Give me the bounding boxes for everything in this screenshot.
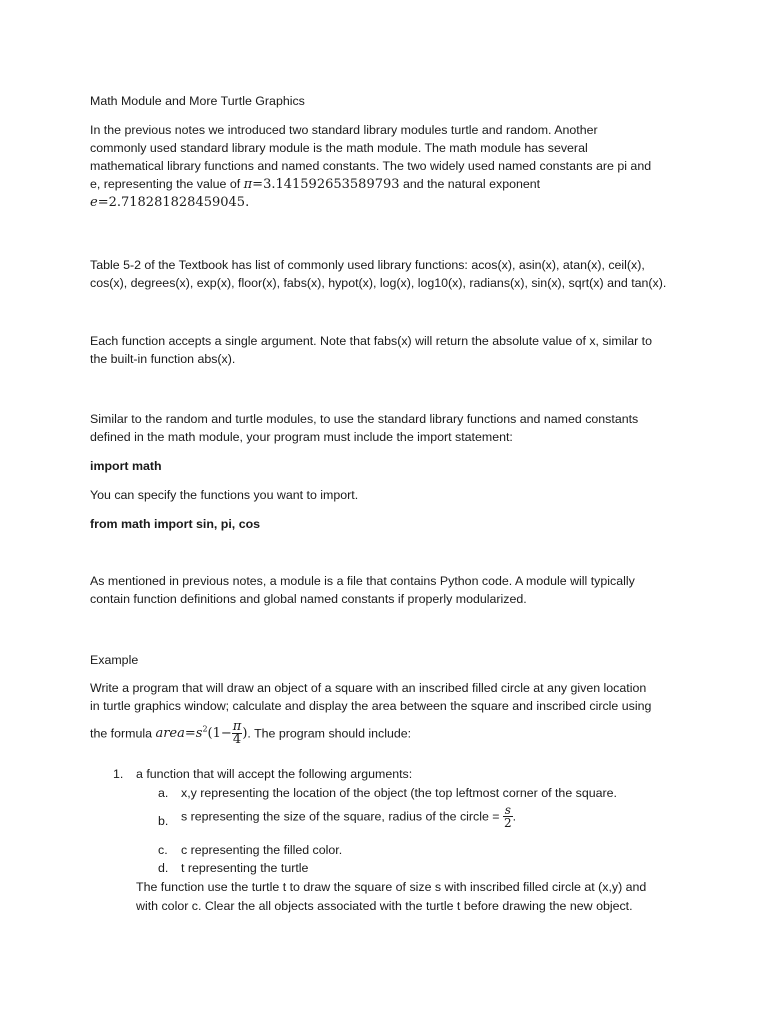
intro-paragraph xyxy=(90,121,651,212)
example-heading: Example xyxy=(90,653,139,667)
formula-s-var: s xyxy=(195,726,203,742)
specify-line: You can specify the functions you want to import. xyxy=(90,488,359,502)
pi-over-four-fraction xyxy=(232,721,243,746)
similar-line: Similar to the random and turtle modules, to use the standard library functions and named constants xyxy=(90,412,639,426)
formula-open-paren: (1− xyxy=(207,726,232,742)
similar-paragraph xyxy=(90,410,638,446)
formula-line xyxy=(90,721,651,746)
formula-suffix: . The program should include: xyxy=(247,726,412,741)
example-line: Write a program that will draw an object of a square with an inscribed filled circle at any given location xyxy=(90,681,647,695)
sub-list-marker: d. xyxy=(158,861,169,875)
intro-line-prefix: e, representing the value of xyxy=(90,177,241,191)
formula-exponent: 2 xyxy=(202,725,208,734)
pi-symbol: π xyxy=(243,177,253,192)
area-formula xyxy=(155,719,248,748)
intro-line: In the previous notes we introduced two standard library modules turtle and random. Another xyxy=(90,123,598,137)
module-paragraph xyxy=(90,572,635,608)
sub-list-marker: b. xyxy=(158,814,169,828)
fraction-numerator: π xyxy=(232,719,242,735)
example-paragraph xyxy=(90,679,651,746)
single-arg-line: Each function accepts a single argument. Note that fabs(x) will return the absolute value of x, similar to xyxy=(90,334,652,348)
import-statement: import math xyxy=(90,459,162,473)
s-over-two-fraction xyxy=(503,804,513,829)
single-arg-paragraph xyxy=(90,332,652,368)
list-follow-line: The function use the turtle t to draw the square of size s with inscribed filled circle at (x,y) and xyxy=(136,880,647,894)
pi-value: =3.141592653589793 xyxy=(252,177,400,192)
e-symbol: e xyxy=(90,195,98,210)
formula-equals: = xyxy=(184,726,196,742)
e-constant xyxy=(90,194,651,212)
sub-list-item: c representing the filled color. xyxy=(181,843,343,857)
table-line: cos(x), degrees(x), exp(x), floor(x), fabs(x), hypot(x), log(x), log10(x), radians(x), sin(x), sqrt(x) and tan(x). xyxy=(90,276,667,290)
sub-list-item xyxy=(181,804,516,829)
list-item: a function that will accept the following arguments: xyxy=(136,767,413,781)
pi-constant xyxy=(244,177,400,192)
sub-b-period: . xyxy=(512,809,517,824)
intro-line-suffix: and the natural exponent xyxy=(403,177,541,191)
fraction-denominator: 4 xyxy=(232,732,242,748)
sub-list-item: t representing the turtle xyxy=(181,861,309,875)
list-marker: 1. xyxy=(113,767,124,781)
similar-line: defined in the math module, your program must include the import statement: xyxy=(90,430,513,444)
formula-close-paren: ) xyxy=(242,726,248,742)
from-import-statement: from math import sin, pi, cos xyxy=(90,517,261,531)
page-title: Math Module and More Turtle Graphics xyxy=(90,94,305,108)
intro-line: mathematical library functions and named constants. The two widely used named constants are pi and xyxy=(90,159,652,173)
formula-area-var: area xyxy=(155,726,185,742)
list-follow-line: with color c. Clear the all objects associated with the turtle t before drawing the new object. xyxy=(136,899,633,913)
sub-list-item: x,y representing the location of the object (the top leftmost corner of the square. xyxy=(181,786,617,800)
sub-list-marker: c. xyxy=(158,843,168,857)
e-value: =2.718281828459045 xyxy=(97,195,246,210)
single-arg-line: the built-in function abs(x). xyxy=(90,352,236,366)
example-line: in turtle graphics window; calculate and display the area between the square and inscribed circle using xyxy=(90,699,652,713)
intro-line xyxy=(90,175,651,194)
sub-list-marker: a. xyxy=(158,786,169,800)
fraction-numerator: s xyxy=(504,803,511,817)
fraction-denominator: 2 xyxy=(504,816,512,830)
formula-prefix: the formula xyxy=(90,726,152,741)
table-paragraph xyxy=(90,256,666,292)
intro-line: commonly used standard library module is the math module. The math module has several xyxy=(90,141,588,155)
table-line: Table 5-2 of the Textbook has list of commonly used library functions: acos(x), asin(x), atan(x), ceil(x), xyxy=(90,258,645,272)
module-line: As mentioned in previous notes, a module is a file that contains Python code. A module will typically xyxy=(90,574,635,588)
sub-b-text: s representing the size of the square, radius of the circle = xyxy=(181,809,500,824)
e-period: . xyxy=(245,195,250,210)
module-line: contain function definitions and global named constants if properly modularized. xyxy=(90,592,527,606)
